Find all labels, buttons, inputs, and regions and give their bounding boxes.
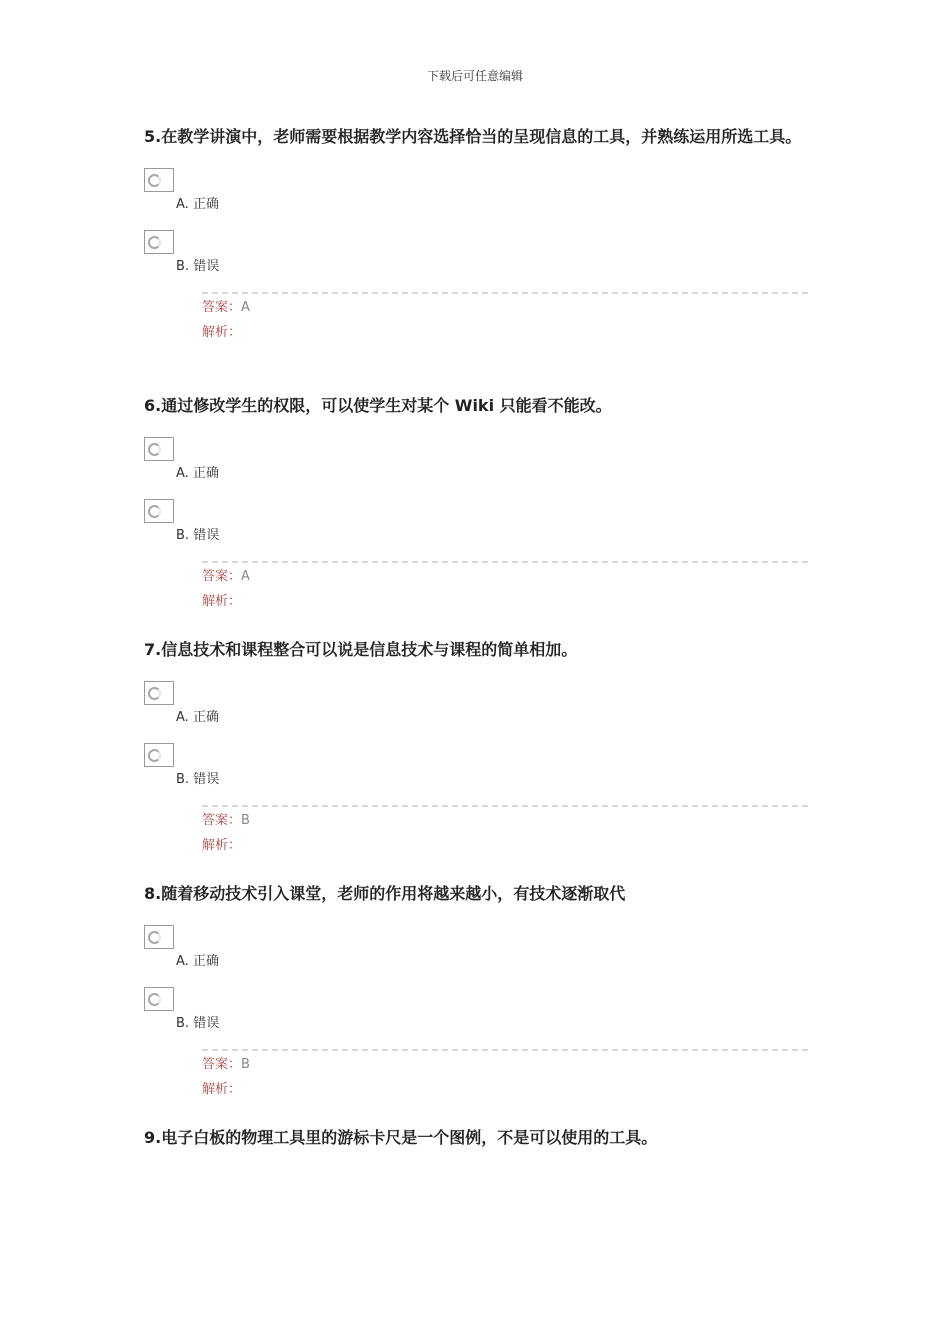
option-label — [176, 258, 219, 276]
question-body: 信息技术和课程整合可以说是信息技术与课程的简单相加。 — [161, 640, 578, 659]
analysis-label: 解析： — [202, 838, 242, 853]
option-letter: A. — [176, 197, 189, 212]
radio-button[interactable] — [144, 925, 174, 949]
answer-value: A — [241, 569, 250, 584]
answer-block — [202, 561, 808, 618]
answer-value: B — [241, 1057, 250, 1072]
options-list — [144, 168, 808, 292]
loading-spinner-icon — [148, 174, 161, 187]
option-text: 错误 — [193, 1016, 220, 1031]
question-text — [144, 637, 808, 662]
loading-spinner-icon — [148, 687, 161, 700]
options-list — [144, 681, 808, 805]
question-body: 随着移动技术引入课堂，老师的作用将越来越小，有技术逐渐取代 — [161, 884, 626, 903]
answer-label: 答案： — [202, 569, 242, 584]
option-b — [144, 743, 808, 805]
question-body: 在教学讲演中，老师需要根据教学内容选择恰当的呈现信息的工具，并熟练运用所选工具。 — [161, 127, 802, 146]
loading-spinner-icon — [148, 931, 161, 944]
question-6 — [144, 393, 808, 618]
radio-button[interactable] — [144, 230, 174, 254]
radio-button[interactable] — [144, 743, 174, 767]
option-letter: A. — [176, 710, 189, 725]
option-label — [176, 465, 219, 483]
loading-spinner-icon — [148, 749, 161, 762]
question-number: 6. — [144, 396, 162, 415]
option-label — [176, 709, 219, 727]
option-b — [144, 987, 808, 1049]
radio-button[interactable] — [144, 437, 174, 461]
option-letter: B. — [176, 259, 190, 274]
question-body: 电子白板的物理工具里的游标卡尺是一个图例，不是可以使用的工具。 — [161, 1128, 658, 1147]
answer-block — [202, 1049, 808, 1106]
option-letter: B. — [176, 772, 190, 787]
question-8 — [144, 881, 808, 1106]
question-5 — [144, 124, 808, 349]
radio-button[interactable] — [144, 681, 174, 705]
option-a — [144, 925, 808, 987]
answer-block — [202, 805, 808, 862]
option-label — [176, 196, 219, 214]
question-number: 7. — [144, 640, 162, 659]
question-body: 通过修改学生的权限，可以使学生对某个 Wiki 只能看不能改。 — [161, 396, 612, 415]
question-number: 8. — [144, 884, 162, 903]
answer-value: A — [241, 300, 250, 315]
radio-button[interactable] — [144, 987, 174, 1011]
question-9 — [144, 1125, 808, 1150]
option-letter: A. — [176, 954, 189, 969]
answer-line — [202, 299, 808, 324]
option-text: 错误 — [193, 772, 220, 787]
analysis-line — [202, 1081, 808, 1106]
analysis-line — [202, 324, 808, 349]
option-letter: A. — [176, 466, 189, 481]
analysis-line — [202, 593, 808, 618]
option-label — [176, 953, 219, 971]
question-text — [144, 124, 808, 149]
question-text — [144, 1125, 808, 1150]
option-a — [144, 437, 808, 499]
page-header: 下载后可任意编辑 — [426, 69, 523, 83]
option-text: 错误 — [193, 259, 220, 274]
question-text — [144, 393, 808, 418]
question-number: 9. — [144, 1128, 162, 1147]
radio-button[interactable] — [144, 168, 174, 192]
answer-line — [202, 568, 808, 593]
option-text: 正确 — [192, 710, 219, 725]
answer-block — [202, 292, 808, 349]
answer-label: 答案： — [202, 300, 242, 315]
option-letter: B. — [176, 528, 190, 543]
option-label — [176, 1015, 219, 1033]
loading-spinner-icon — [148, 236, 161, 249]
answer-label: 答案： — [202, 1057, 242, 1072]
options-list — [144, 437, 808, 561]
answer-line — [202, 812, 808, 837]
option-letter: B. — [176, 1016, 190, 1031]
radio-button[interactable] — [144, 499, 174, 523]
analysis-label: 解析： — [202, 1082, 242, 1097]
loading-spinner-icon — [148, 993, 161, 1006]
loading-spinner-icon — [148, 505, 161, 518]
answer-value: B — [241, 813, 250, 828]
option-a — [144, 168, 808, 230]
loading-spinner-icon — [148, 443, 161, 456]
option-label — [176, 527, 219, 545]
question-7 — [144, 637, 808, 862]
options-list — [144, 925, 808, 1049]
option-b — [144, 499, 808, 561]
option-b — [144, 230, 808, 292]
option-text: 正确 — [192, 197, 219, 212]
option-label — [176, 771, 219, 789]
analysis-line — [202, 837, 808, 862]
analysis-label: 解析： — [202, 594, 242, 609]
question-number: 5. — [144, 127, 162, 146]
option-text: 错误 — [193, 528, 220, 543]
answer-label: 答案： — [202, 813, 242, 828]
option-text: 正确 — [192, 466, 219, 481]
question-text — [144, 881, 808, 906]
option-a — [144, 681, 808, 743]
analysis-label: 解析： — [202, 325, 242, 340]
answer-line — [202, 1056, 808, 1081]
option-text: 正确 — [192, 954, 219, 969]
